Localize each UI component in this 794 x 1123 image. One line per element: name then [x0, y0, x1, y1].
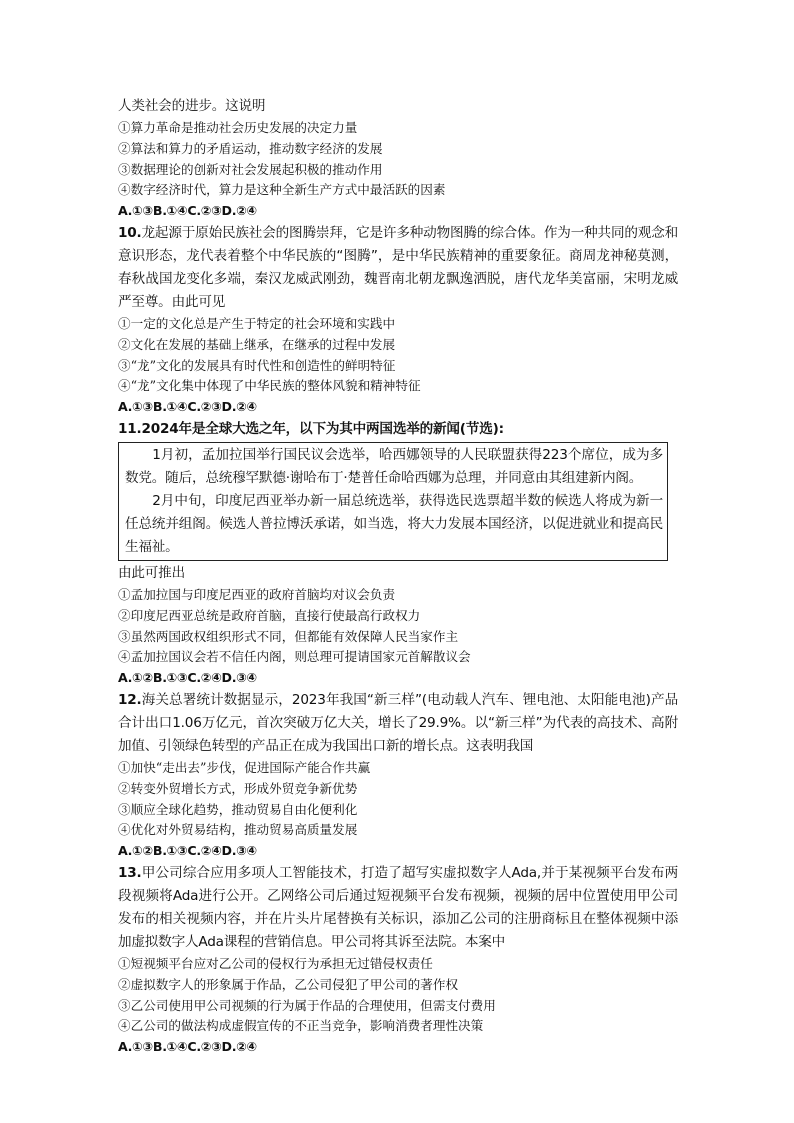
- q12-answer-choices: A.①②B.①③C.②④D.③④: [118, 843, 257, 859]
- q13-option-2: ②虚拟数字人的形象属于作品，乙公司侵犯了甲公司的著作权: [118, 976, 459, 992]
- q9-option-2: ②算法和算力的矛盾运动，推动数字经济的发展: [118, 140, 383, 156]
- q9-answer-choices: A.①③B.①④C.②③D.②④: [118, 203, 257, 219]
- q9-stem-end: 人类社会的进步。这说明: [118, 98, 266, 114]
- q13-answer-choices: A.①③B.①④C.②③D.②④: [118, 1039, 257, 1055]
- q13-option-1: ①短视频平台应对乙公司的侵权行为承担无过错侵权责任: [118, 955, 433, 971]
- q10-number: 10.: [118, 224, 142, 241]
- q11-stem: [118, 418, 678, 441]
- q12-stem-text: 海关总署统计数据显示，2023年我国“新三样”(电动载人汽车、锂电池、太阳能电池)产品合计出口1.06万亿元，首次突破万亿大关，增长了29.9%。以“新三样”为代表的高技术、高附加值、引领绿色转型的产品正在成为我国出口新的增长点。这表明我国: [118, 691, 678, 754]
- q10-option-1: ①一定的文化总是产生于特定的社会环境和实践中: [118, 315, 396, 331]
- q10-option-3: ③“龙”文化的发展具有时代性和创造性的鲜明特征: [118, 357, 396, 373]
- q9-option-3: ③数据理论的创新对社会发展起积极的推动作用: [118, 161, 383, 177]
- q13-stem-text: 甲公司综合应用多项人工智能技术，打造了超写实虚拟数字人Ada,并于某视频平台发布两段视频将Ada进行公开。乙网络公司后通过短视频平台发布视频，视频的居中位置使用甲公司发布的相关视频内容，并在片头片尾替换有关标识，添加乙公司的注册商标且在整体视频中添加虚拟数字人Ada课程的营销信息。甲公司将其诉至法院。本案中: [118, 864, 678, 950]
- q12-option-3: ③顺应全球化趋势，推动贸易自由化便利化: [118, 801, 358, 817]
- q11-option-2: ②印度尼西亚总统是政府首脑，直接行使最高行政权力: [118, 607, 421, 623]
- q11-option-3: ③虽然两国政权组织形式不同，但都能有效保障人民当家作主: [118, 628, 459, 644]
- q11-option-1: ①孟加拉国与印度尼西亚的政府首脑均对议会负责: [118, 586, 396, 602]
- q10-option-2: ②文化在发展的基础上继承，在继承的过程中发展: [118, 336, 396, 352]
- q9-option-4: ④数字经济时代，算力是这种全新生产方式中最活跃的因素: [118, 182, 446, 198]
- q12-number: 12.: [118, 691, 142, 708]
- q13-stem: [118, 862, 678, 954]
- q10-stem-text: 龙起源于原始民族社会的图腾崇拜，它是许多种动物图腾的综合体。作为一种共同的观念和意识形态，龙代表着整个中华民族的“图腾”，是中华民族精神的重要象征。商周龙神秘莫测，春秋战国龙变化多端，秦汉龙威武刚劲，魏晋南北朝龙飘逸洒脱，唐代龙华美富丽，宋明龙威严至尊。由此可见: [118, 224, 678, 310]
- q13-option-4: ④乙公司的做法构成虚假宣传的不正当竞争，影响消费者理性决策: [118, 1018, 484, 1034]
- q11-news-bangladesh: 1月初，孟加拉国举行国民议会选举，哈西娜领导的人民联盟获得223个席位，成为多数党。随后，总统穆罕默德·谢哈布丁·楚普任命哈西娜为总理，并同意由其组建新内阁。: [125, 446, 663, 486]
- q12-option-1: ①加快“走出去”步伐，促进国际产能合作共赢: [118, 759, 371, 775]
- q11-news-box: [118, 442, 668, 561]
- q13-option-3: ③乙公司使用甲公司视频的行为属于作品的合理使用，但需支付费用: [118, 997, 496, 1013]
- q9-option-1: ①算力革命是推动社会历史发展的决定力量: [118, 120, 358, 135]
- q12-stem: [118, 689, 678, 758]
- q11-stem-text: 2024年是全球大选之年，以下为其中两国选举的新闻(节选):: [141, 420, 504, 437]
- q11-answer-choices: A.①②B.①③C.②④D.③④: [118, 670, 257, 686]
- q10-stem: [118, 222, 678, 314]
- q11-option-4: ④孟加拉国议会若不信任内阁，则总理可提请国家元首解散议会: [118, 649, 471, 665]
- q11-number: 11.: [118, 420, 142, 437]
- q11-lead: 由此可推出: [118, 564, 185, 581]
- q12-option-2: ②转变外贸增长方式，形成外贸竞争新优势: [118, 780, 358, 796]
- q13-number: 13.: [118, 864, 142, 881]
- q10-option-4: ④“龙”文化集中体现了中华民族的整体风貌和精神特征: [118, 378, 421, 394]
- q10-answer-choices: A.①③B.①④C.②③D.②④: [118, 399, 257, 415]
- exam-page: [118, 95, 678, 1058]
- q12-option-4: ④优化对外贸易结构，推动贸易高质量发展: [118, 822, 358, 838]
- q11-news-indonesia: 2月中旬，印度尼西亚举办新一届总统选举，获得选民选票超半数的候选人将成为新一任总统并组阁。候选人普拉博沃承诺，如当选，将大力发展本国经济，以促进就业和提高民生福祉。: [125, 492, 663, 555]
